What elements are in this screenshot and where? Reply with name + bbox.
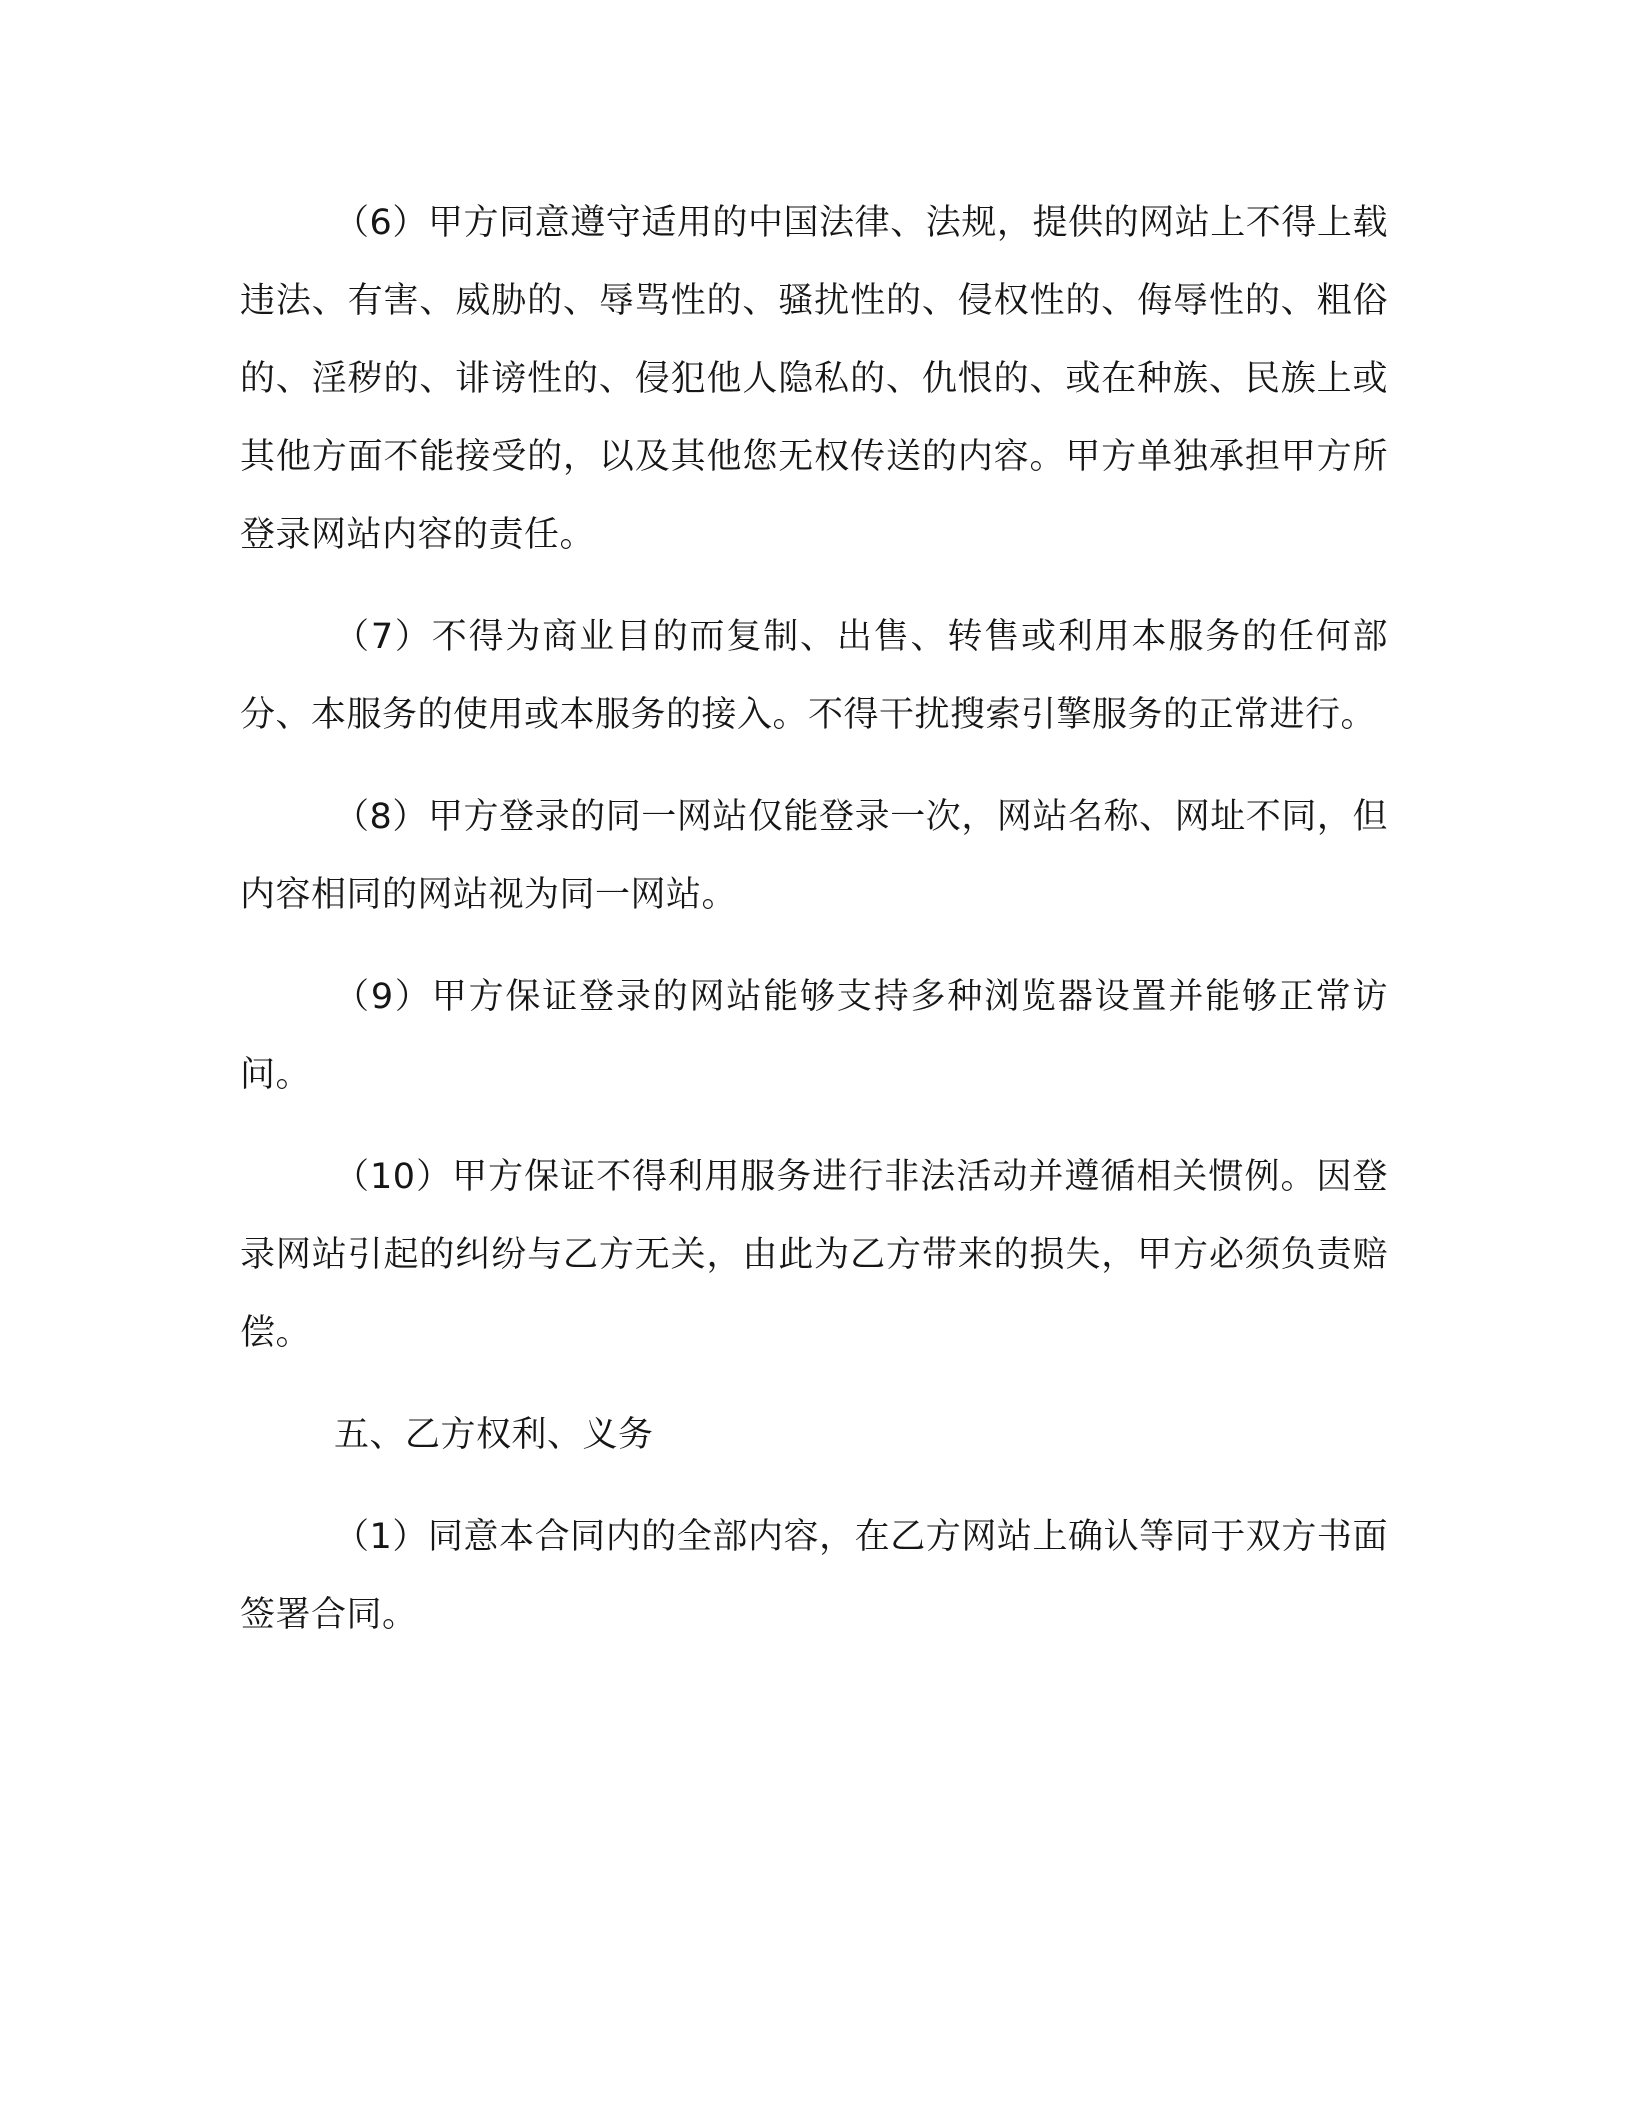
document-content [240, 184, 1388, 1654]
section-5-clause-1-paragraph: （1）同意本合同内的全部内容，在乙方网站上确认等同于双方书面签署合同。 [240, 1517, 1388, 1635]
clause-8-paragraph: （8）甲方登录的同一网站仅能登录一次，网站名称、网址不同，但内容相同的网站视为同一网站。 [240, 797, 1388, 915]
clause-9-paragraph: （9）甲方保证登录的网站能够支持多种浏览器设置并能够正常访问。 [240, 977, 1388, 1095]
clause-7-paragraph: （7）不得为商业目的而复制、出售、转售或利用本服务的任何部分、本服务的使用或本服务的接入。不得干扰搜索引擎服务的正常进行。 [240, 617, 1388, 735]
clause-10-paragraph: （10）甲方保证不得利用服务进行非法活动并遵循相关惯例。因登录网站引起的纠纷与乙方无关，由此为乙方带来的损失，甲方必须负责赔偿。 [240, 1157, 1388, 1353]
clause-6-paragraph: （6）甲方同意遵守适用的中国法律、法规，提供的网站上不得上载违法、有害、威胁的、辱骂性的、骚扰性的、侵权性的、侮辱性的、粗俗的、淫秽的、诽谤性的、侵犯他人隐私的、仇恨的、或在种族、民族上或其他方面不能接受的，以及其他您无权传送的内容。甲方单独承担甲方所登录网站内容的责任。 [240, 203, 1388, 555]
section-5-heading: 五、乙方权利、义务 [334, 1415, 654, 1455]
